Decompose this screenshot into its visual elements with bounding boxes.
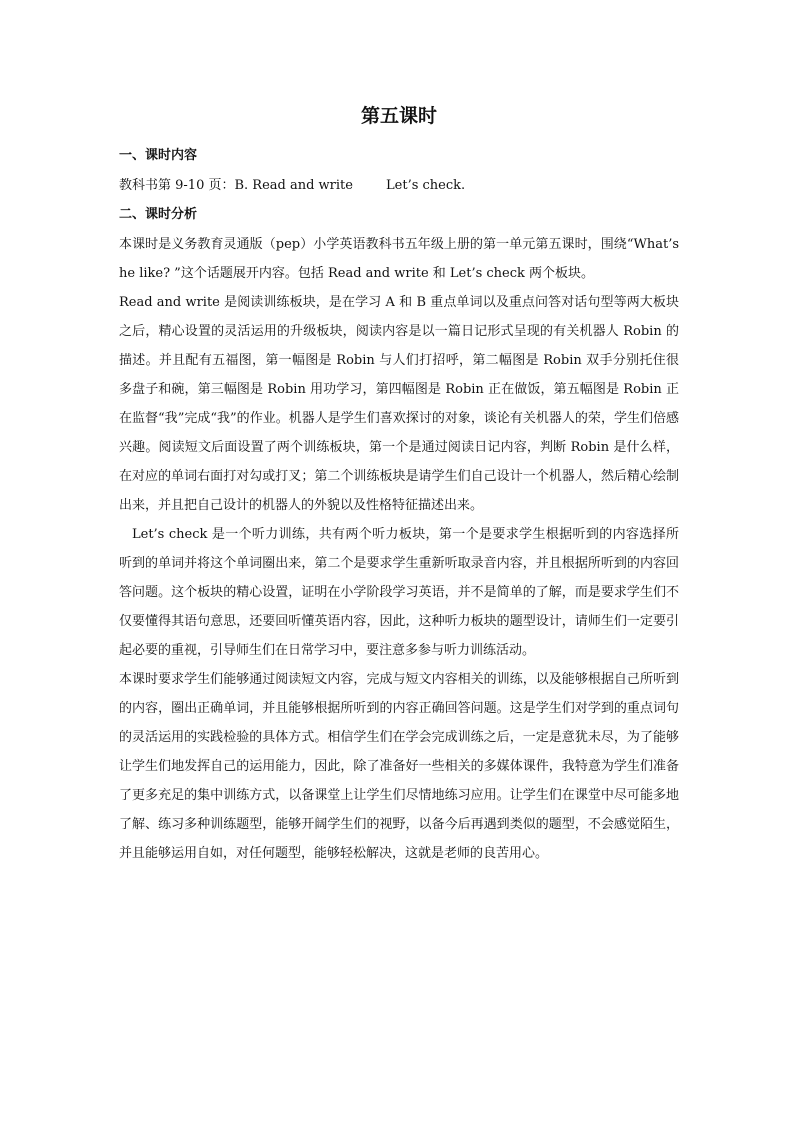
document-page <box>119 100 679 868</box>
textbook-pages-line: 教科书第 9-10 页：B. Read and write Let’s check. <box>119 178 466 193</box>
analysis-paragraph-summary: 本课时要求学生们能够通过阅读短文内容，完成与短文内容相关的训练，以及能够根据自己所听到的内容，圈出正确单词，并且能够根据所听到的内容正确回答问题。这是学生们对学到的重点词句的灵活运用的实践检验的具体方式。相信学生们在学会完成训练之后，一定是意犹未尽，为了能够让学生们地发挥自己的运用能力，因此，除了准备好一些相关的多媒体课件，我特意为学生们准备了更多充足的集中训练方式，以备课堂上让学生们尽情地练习应用。让学生们在课堂中尽可能多地了解、练习多种训练题型，能够开阔学生们的视野，以备今后再遇到类似的题型，不会感觉陌生，并且能够运用自如，对任何题型，能够轻松解决，这就是老师的良苦用心。 <box>119 672 679 861</box>
analysis-paragraph-intro: 本课时是义务教育灵通版（pep）小学英语教科书五年级上册的第一单元第五课时，围绕“What’s he like? ”这个话题展开内容。包括 Read and write 和 Let’s check 两个板块。 <box>119 237 679 281</box>
analysis-paragraph-read-and-write: Read and write 是阅读训练板块，是在学习 A 和 B 重点单词以及重点问答对话句型等两大板块之后，精心设置的灵活运用的升级板块，阅读内容是以一篇日记形式呈现的有关机器人 Robin 的描述。并且配有五福图，第一幅图是 Robin 与人们打招呼，第二幅图是 Robin 双手分别托住很多盘子和碗，第三幅图是 Robin 用功学习，第四幅图是 Robin 正在做饭，第五幅图是 Robin 正在监督“我”完成“我”的作业。机器人是学生们喜欢探讨的对象，谈论有关机器人的荣，学生们倍感兴趣。阅读短文后面设置了两个训练板块，第一个是通过阅读日记内容，判断 Robin 是什么样，在对应的单词右面打对勾或打叉；第二个训练板块是请学生们自己设计一个机器人，然后精心绘制出来，并且把自己设计的机器人的外貌以及性格特征描述出来。 <box>119 295 679 513</box>
document-title: 第五课时 <box>360 105 437 127</box>
analysis-paragraph-lets-check: Let’s check 是一个听力训练，共有两个听力板块，第一个是要求学生根据听到的内容选择所听到的单词并将这个单词圈出来，第二个是要求学生重新听取录音内容，并且根据所听到的内容回答问题。这个板块的精心设置，证明在小学阶段学习英语，并不是简单的了解，而是要求学生们不仅要懂得其语句意思，还要回听懂英语内容，因此，这种听力板块的题型设计，请师生们一定要引起必要的重视，引导师生们在日常学习中，要注意多参与听力训练活动。 <box>119 527 679 658</box>
section-heading-analysis: 二、课时分析 <box>119 207 198 222</box>
section-heading-content: 一、课时内容 <box>119 148 198 163</box>
